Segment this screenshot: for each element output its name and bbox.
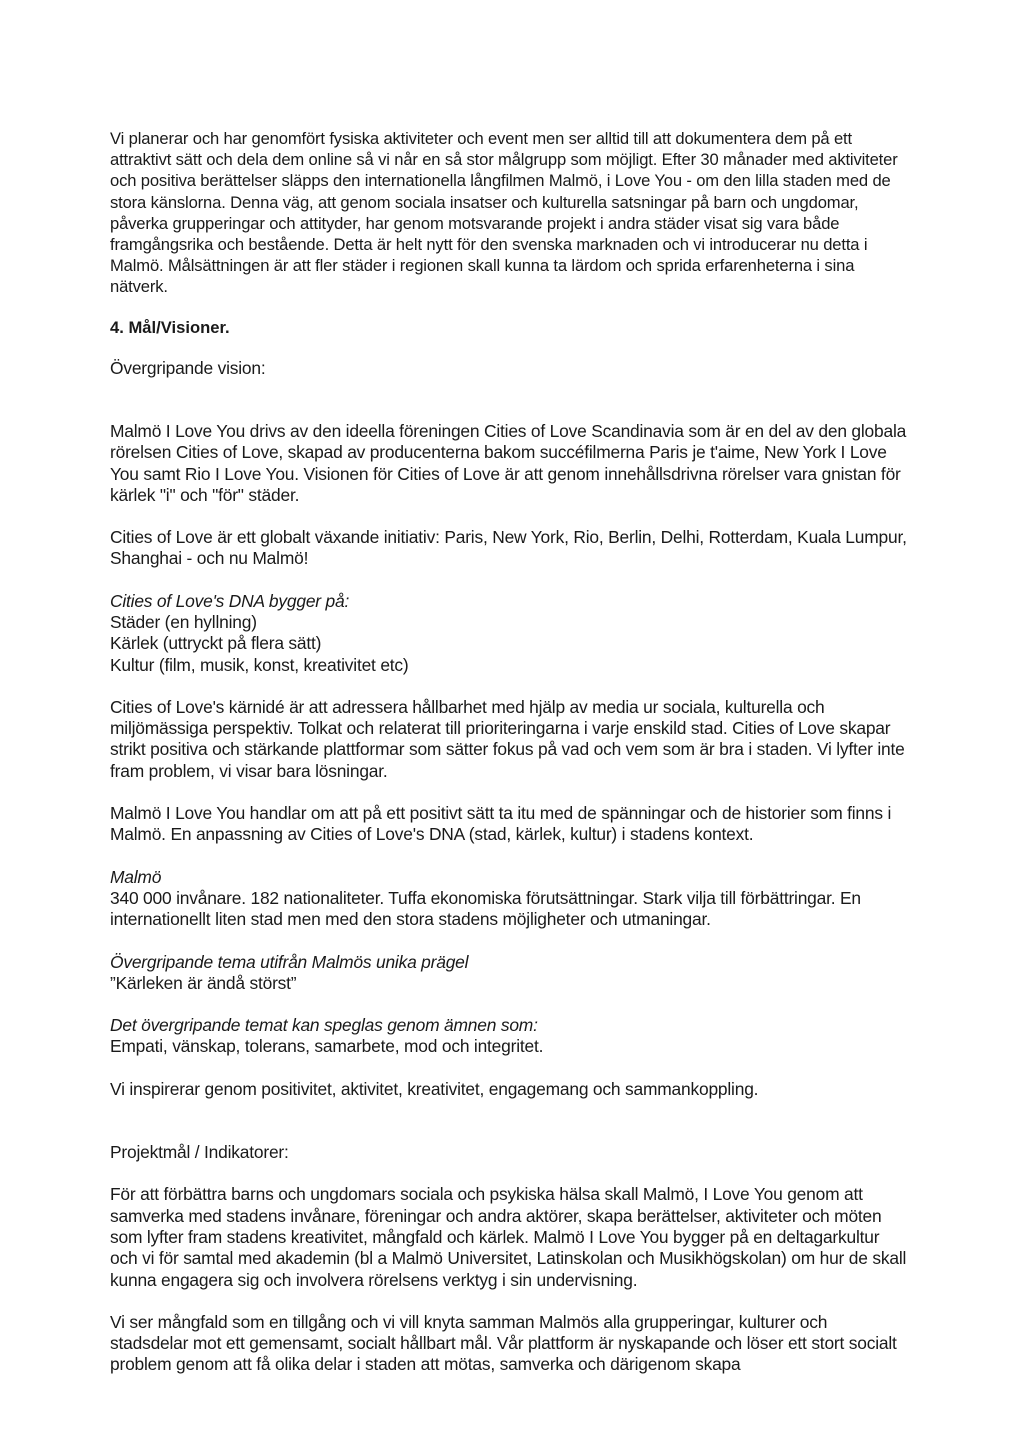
vision-paragraph: Malmö I Love You drivs av den ideella föreningen Cities of Love Scandinavia som är en del av den globala rörelsen Cities of Love, skapad av producenterna bakom succéfilmerna Paris je t'aime, New York I Love You samt Rio I Love You. Visionen för Cities of Love är att genom innehållsdrivna rörelser vara gnistan för kärlek "i" och "för" städer.	[110, 420, 907, 505]
intro-paragraph: Vi planerar och har genomfört fysiska aktiviteter och event men ser alltid till att dokumentera dem på ett attraktivt sätt och dela dem online så vi når en så stor målgrupp som möjligt. Efter 30 månader med aktiviteter och positiva berättelser släpps den internationella långfilmen Malmö, i Love You - om den lilla staden med de stora känslorna. Denna väg, att genom sociala insatser och kulturella satsningar på barn och ungdomar, påverka grupperingar och attityder, har genom motsvarande projekt i andra städer visat sig vara både framgångsrika och bestående. Detta är helt nytt för den svenska marknaden och vi introducerar nu detta i Malmö. Målsättningen är att fler städer i regionen skall kunna ta lärdom och sprida erfarenheterna i sina nätverk.	[110, 129, 898, 297]
theme-title: Övergripande tema utifrån Malmös unika prägel	[110, 951, 469, 972]
diversity-paragraph: Vi ser mångfald som en tillgång och vi vill knyta samman Malmös alla grupperingar, kulturer och stadsdelar mot ett gemensamt, socialt hållbart mål. Vår plattform är nyskapande och löser ett stort socialt problem genom att få olika delar i staden att mötas, samverka och därigenom skapa	[110, 1311, 897, 1375]
topics-block	[110, 1015, 910, 1058]
theme-block	[110, 952, 910, 995]
dna-item: Städer (en hyllning)	[110, 612, 257, 632]
malmo-title: Malmö	[110, 866, 162, 887]
malmo-love-paragraph: Malmö I Love You handlar om att på ett positivt sätt ta itu med de spänningar och de historier som finns i Malmö. En anpassning av Cities of Love's DNA (stad, kärlek, kultur) i stadens kontext.	[110, 803, 892, 845]
topics-text: Empati, vänskap, tolerans, samarbete, mod och integritet.	[110, 1036, 544, 1057]
section-heading: 4. Mål/Visioner.	[110, 317, 230, 337]
document-page	[110, 128, 910, 1376]
inspire-paragraph: Vi inspirerar genom positivitet, aktivitet, kreativitet, engagemang och sammankoppling.	[110, 1078, 759, 1099]
dna-block	[110, 591, 910, 676]
cities-paragraph: Cities of Love är ett globalt växande initiativ: Paris, New York, Rio, Berlin, Delhi, Rotterdam, Kuala Lumpur, Shanghai - och nu Malmö!	[110, 527, 907, 569]
topics-title: Det övergripande temat kan speglas genom ämnen som:	[110, 1015, 538, 1036]
malmo-block	[110, 867, 910, 931]
vision-label: Övergripande vision:	[110, 357, 266, 378]
dna-item: Kultur (film, musik, konst, kreativitet etc)	[110, 654, 409, 675]
malmo-text: 340 000 invånare. 182 nationaliteter. Tuffa ekonomiska förutsättningar. Stark vilja till förbättringar. En internationellt liten stad men med den stora stadens möjligheter och utmaningar.	[110, 887, 861, 930]
project-goals-paragraph: För att förbättra barns och ungdomars sociala och psykiska hälsa skall Malmö, I Love You genom att samverka med stadens invånare, föreningar och andra aktörer, skapa berättelser, aktiviteter och möten som lyfter fram stadens kreativitet, mångfald och kärlek. Malmö I Love You bygger på en deltagarkultur och vi för samtal med akademin (bl a Malmö Universitet, Latinskolan och Musikhögskolan) om hur de skall kunna engagera sig och involvera rörelsens verktyg i sin undervisning.	[110, 1184, 907, 1290]
core-idea-paragraph: Cities of Love's kärnidé är att adressera hållbarhet med hjälp av media ur sociala, kulturella och miljömässiga perspektiv. Tolkat och relaterat till prioriteringarna i varje enskild stad. Cities of Love skapar strikt positiva och stärkande plattformar som sätter fokus på vad och vem som är bra i staden. Vi lyfter inte fram problem, vi visar bara lösningar.	[110, 696, 905, 781]
project-goals-label: Projektmål / Indikatorer:	[110, 1142, 289, 1163]
dna-item: Kärlek (uttryckt på flera sätt)	[110, 633, 322, 654]
dna-title: Cities of Love's DNA bygger på:	[110, 590, 350, 611]
theme-quote: ”Kärleken är ändå störst”	[110, 972, 297, 993]
